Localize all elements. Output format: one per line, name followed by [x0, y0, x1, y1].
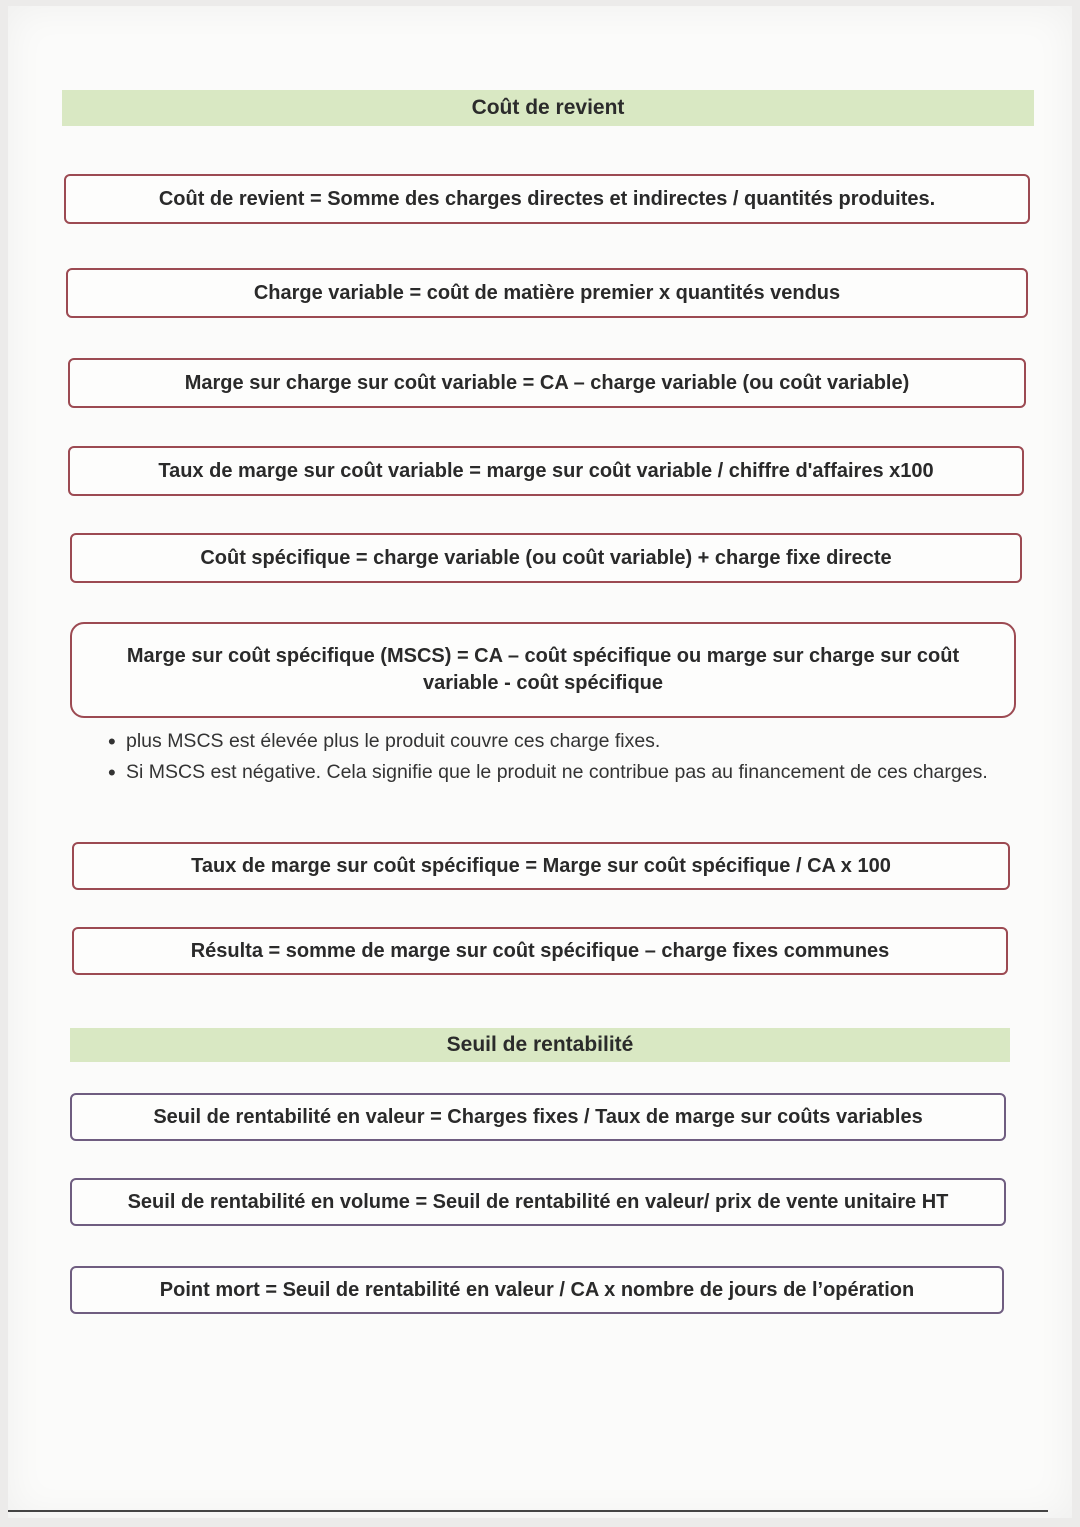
formula-text: Résulta = somme de marge sur coût spécifique – charge fixes communes: [190, 939, 890, 962]
section-header-threshold: Seuil de rentabilité: [70, 1028, 1010, 1062]
formula-line-2: variable - coût spécifique: [422, 672, 664, 694]
formula-text: Coût spécifique = charge variable (ou coût variable) + charge fixe directe: [200, 546, 892, 569]
formula-text: Seuil de rentabilité en valeur = Charges fixes / Taux de marge sur coûts variables: [153, 1105, 923, 1128]
formula-text: [127, 643, 959, 697]
formula-margin-specific-cost: [70, 622, 1016, 718]
formula-line-1: Marge sur coût spécifique (MSCS) = CA – coût spécifique ou marge sur charge sur coût: [126, 645, 960, 667]
formula-break-even-point: [70, 1266, 1004, 1314]
formula-text: Taux de marge sur coût spécifique = Marge sur coût spécifique / CA x 100: [191, 854, 891, 877]
formula-text: Taux de marge sur coût variable = marge sur coût variable / chiffre d'affaires x100: [158, 459, 934, 482]
formula-text: Coût de revient = Somme des charges directes et indirectes / quantités produites.: [158, 187, 936, 210]
formula-variable-charge: [66, 268, 1028, 318]
formula-specific-cost: [70, 533, 1022, 583]
document-page: [8, 6, 1072, 1518]
formula-margin-rate-variable-cost: [68, 446, 1024, 496]
formula-threshold-volume: [70, 1178, 1006, 1226]
formula-margin-variable-cost: [68, 358, 1026, 408]
formula-text: Marge sur charge sur coût variable = CA – charge variable (ou coût variable): [184, 371, 910, 394]
note-item: • Si MSCS est négative. Cela signifie que le produit ne contribue pas au financement de ces charges.: [108, 759, 1008, 786]
formula-text: Seuil de rentabilité en volume = Seuil de rentabilité en valeur/ prix de vente unitaire HT: [127, 1190, 949, 1213]
formula-text: Point mort = Seuil de rentabilité en valeur / CA x nombre de jours de l’opération: [159, 1278, 915, 1301]
mscs-notes-list: [108, 728, 1008, 790]
formula-threshold-value: [70, 1093, 1006, 1141]
formula-margin-rate-specific-cost: [72, 842, 1010, 890]
section-header-cost: Coût de revient: [62, 90, 1034, 126]
note-item: • plus MSCS est élevée plus le produit couvre ces charge fixes.: [108, 728, 1008, 755]
formula-cost-price: [64, 174, 1030, 224]
formula-text: Charge variable = coût de matière premier x quantités vendus: [253, 281, 841, 304]
page-edge-line: [8, 1510, 1048, 1512]
formula-result: [72, 927, 1008, 975]
